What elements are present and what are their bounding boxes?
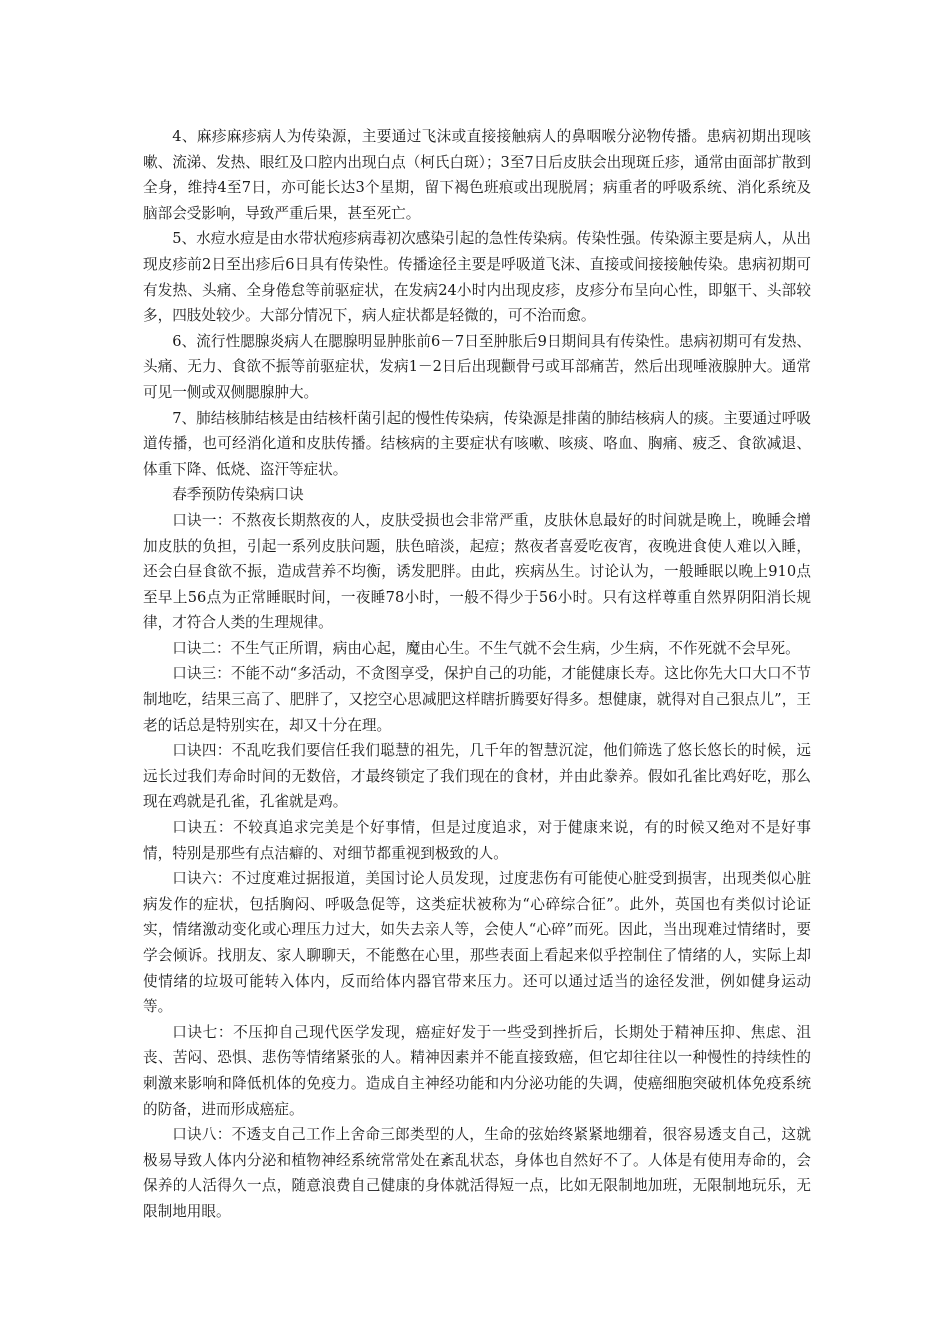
paragraph-tip-4: 口诀四：不乱吃我们要信任我们聪慧的祖先，几千年的智慧沉淀，他们筛选了悠长悠长的时候，远远长过我们寿命时间的无数倍，才最终锁定了我们现在的食材，并由此豢养。假如孔雀比鸡好吃，那么现在鸡就是孔雀，孔雀就是鸡。 <box>143 742 811 811</box>
paragraph-tip-2: 口诀二：不生气正所谓，病由心起，魔由心生。不生气就不会生病，少生病，不作死就不会早死。 <box>172 639 800 657</box>
paragraph-tuberculosis: 7、肺结核肺结核是由结核杆菌引起的慢性传染病，传染源是排菌的肺结核病人的痰。主要通过呼吸道传播，也可经消化道和皮肤传播。结核病的主要症状有咳嗽、咳痰、咯血、胸痛、疲乏、食欲减退、体重下降、低烧、盗汗等症状。 <box>143 409 811 478</box>
paragraph-tip-6: 口诀六：不过度难过据报道，美国讨论人员发现，过度悲伤有可能使心脏受到损害，出现类似心脏病发作的症状，包括胸闷、呼吸急促等，这类症状被称为“心碎综合征”。此外，英国也有类似讨论证实，情绪激动变化或心理压力过大，如失去亲人等，会使人“心碎”而死。因此，当出现难过情绪时，要学会倾诉。找朋友、家人聊聊天，不能憋在心里，那些表面上看起来似乎控制住了情绪的人，实际上却使情绪的垃圾可能转入体内，反而给体内器官带来压力。还可以通过适当的途径发泄，例如健身运动等。 <box>143 870 811 1016</box>
document-body <box>143 124 811 1225</box>
paragraph-tip-1: 口诀一：不熬夜长期熬夜的人，皮肤受损也会非常严重，皮肤休息最好的时间就是晚上，晚睡会增加皮肤的负担，引起一系列皮肤问题，肤色暗淡，起痘；熬夜者喜爱吃夜宵，夜晚进食使人难以入睡，还会白昼食欲不振，造成营养不均衡，诱发肥胖。由此，疾病丛生。讨论认为，一般睡眠以晚上910点至早上56点为正常睡眠时间，一夜睡78小时，一般不得少于56小时。只有这样尊重自然界阴阳消长规律，才符合人类的生理规律。 <box>143 511 811 632</box>
paragraph-tip-7: 口诀七：不压抑自己现代医学发现，癌症好发于一些受到挫折后，长期处于精神压抑、焦虑、沮丧、苦闷、恐惧、悲伤等情绪紧张的人。精神因素并不能直接致癌，但它却往往以一种慢性的持续性的刺激来影响和降低机体的免疫力。造成自主神经功能和内分泌功能的失调，使癌细胞突破机体免疫系统的防备，进而形成癌症。 <box>143 1023 811 1118</box>
paragraph-chickenpox: 5、水痘水痘是由水带状疱疹病毒初次感染引起的急性传染病。传染性强。传染源主要是病人，从出现皮疹前2日至出疹后6日具有传染性。传播途径主要是呼吸道飞沫、直接或间接接触传染。患病初期可有发热、头痛、全身倦怠等前驱症状，在发病24小时内出现皮疹，皮疹分布呈向心性，即躯干、头部较多，四肢处较少。大部分情况下，病人症状都是轻微的，可不治而愈。 <box>143 230 811 325</box>
section-heading: 春季预防传染病口诀 <box>172 486 304 504</box>
paragraph-tip-5: 口诀五：不较真追求完美是个好事情，但是过度追求，对于健康来说，有的时候又绝对不是好事情，特别是那些有点洁癖的、对细节都重视到极致的人。 <box>143 819 811 862</box>
paragraph-measles: 4、麻疹麻疹病人为传染源，主要通过飞沫或直接接触病人的鼻咽喉分泌物传播。患病初期出现咳嗽、流涕、发热、眼红及口腔内出现白点（柯氏白斑）；3至7日后皮肤会出现斑丘疹，通常由面部扩散到全身，维持4至7日，亦可能长达3个星期，留下褐色班痕或出现脱屑；病重者的呼吸系统、消化系统及脑部会受影响，导致严重后果，甚至死亡。 <box>143 128 811 222</box>
paragraph-tip-3: 口诀三：不能不动“多活动，不贪图享受，保护自己的功能，才能健康长寿。这比你先大口大口不节制地吃，结果三高了、肥胖了，又挖空心思减肥这样瞎折腾要好得多。想健康，就得对自己狠点儿”，王老的话总是特别实在，却又十分在理。 <box>143 665 811 734</box>
paragraph-tip-8: 口诀八：不透支自己工作上舍命三郎类型的人，生命的弦始终紧紧地绷着，很容易透支自己，这就极易导致人体内分泌和植物神经系统常常处在紊乱状态，身体也自然好不了。人体是有使用寿命的，会保养的人活得久一点，随意浪费自己健康的身体就活得短一点，比如无限制地加班，无限制地玩乐，无限制地用眼。 <box>143 1126 811 1220</box>
paragraph-mumps: 6、流行性腮腺炎病人在腮腺明显肿胀前6－7日至肿胀后9日期间具有传染性。患病初期可有发热、头痛、无力、食欲不振等前驱症状，发病1－2日后出现颧骨弓或耳部痛苦，然后出现唾液腺肿大。通常可见一侧或双侧腮腺肿大。 <box>143 332 811 401</box>
